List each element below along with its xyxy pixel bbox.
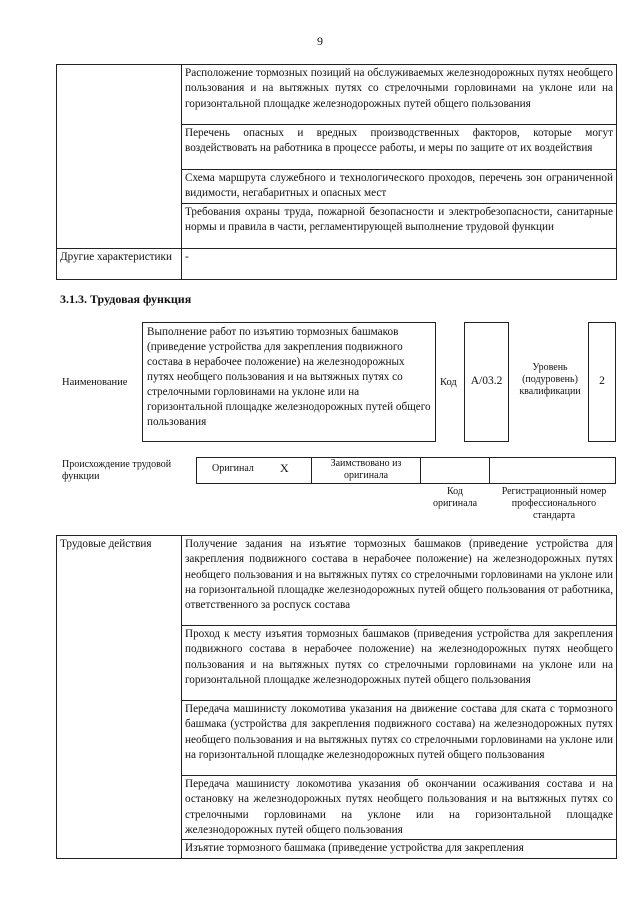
original-label: Оригинал [212, 463, 254, 474]
knowledge-cell: Расположение тормозных позиций на обслуживаемых железнодорожных путях необщего пользования и на вытяжных путях со стрелочными горловинами на уклоне или на горизонтальной площадке железнодорожных путей общего пользования [182, 65, 617, 125]
knowledge-cell: Требования охраны труда, пожарной безопасности и электробезопасности, санитарные нормы и правила в части, регламентирующей выполнение трудовой функции [182, 203, 617, 248]
table-row [57, 65, 617, 125]
labor-actions-table [56, 535, 617, 859]
label-cell [57, 65, 182, 249]
origin-divider-1 [311, 457, 312, 484]
borrowed-label: Заимствовано из оригинала [330, 458, 402, 481]
labor-action-cell: Передача машинисту локомотива указания об окончании осаживания состава и на остановку на железнодорожных путях необщего пользования и на вытяжных путях со стрелочными горловинами на уклоне или на горизонтальной площадке железнодорожных путей общего пользования [182, 776, 617, 840]
registration-number-label: Регистрационный номер профессионального стандарта [501, 486, 607, 521]
table-row [57, 536, 617, 626]
table-row [57, 248, 617, 279]
code-box [464, 322, 509, 442]
function-name-box: Выполнение работ по изъятию тормозных башмаков (приведение устройства для закрепления подвижного состава в нерабочее положение) на железнодорожных путях необщего пользования и на вытяжных путях со стрелочными горловинами на уклоне или на горизонтальной площадке железнодорожных путей общего пользования [142, 322, 436, 442]
origin-label: Происхождение трудовой функции [62, 459, 172, 482]
level-label: Уровень (подуровень) квалификации [519, 362, 581, 397]
labor-action-cell: Изъятие тормозного башмака (приведение устройства для закрепления [182, 840, 617, 859]
origin-divider-2 [420, 457, 421, 484]
knowledge-cell: Схема маршрута служебного и технологического проходов, перечень зон ограниченной видимости, негабаритных и опасных мест [182, 170, 617, 204]
top-table [56, 64, 617, 280]
level-box [588, 322, 616, 442]
page-number: 9 [317, 34, 323, 48]
level-value: 2 [599, 375, 605, 387]
name-label: Наименование [62, 377, 128, 388]
code-value: A/03.2 [470, 375, 503, 387]
other-characteristics-value: - [182, 248, 617, 279]
labor-action-cell: Передача машинисту локомотива указания на движение состава для ската с тормозного башмака (устройства для закрепления подвижного состава) на железнодорожных путях необщего пользования и на вытяжных путях со стрелочными горловинами на уклоне или на горизонтальной площадке железнодорожных путей общего пользования [182, 701, 617, 776]
labor-actions-label: Трудовые действия [57, 536, 182, 859]
labor-action-cell: Проход к месту изъятия тормозных башмаков (приведения устройства для закрепления подвижного состава в нерабочее положение) на железнодорожных путях необщего пользования и на вытяжных путях со стрелочными горловинами на уклоне или на горизонтальной площадке железнодорожных путей общего пользования [182, 626, 617, 701]
other-characteristics-label: Другие характеристики [57, 248, 182, 279]
code-label: Код [440, 377, 457, 388]
code-original-label: Код оригинала [432, 486, 478, 509]
labor-action-cell: Получение задания на изъятие тормозных башмаков (приведение устройства для закрепления подвижного состава в нерабочее положение) на железнодорожных путях необщего пользования и на вытяжных путях со стрелочными горловинами на уклоне или на горизонтальной площадке железнодорожных путей общего пользования от работника, ответственного за роспуск состава [182, 536, 617, 626]
original-mark: X [280, 461, 289, 475]
section-heading: 3.1.3. Трудовая функция [60, 292, 192, 306]
knowledge-cell: Перечень опасных и вредных производственных факторов, которые могут воздействовать на работника в процессе работы, и меры по защите от их воздействия [182, 125, 617, 170]
origin-divider-3 [489, 457, 490, 484]
